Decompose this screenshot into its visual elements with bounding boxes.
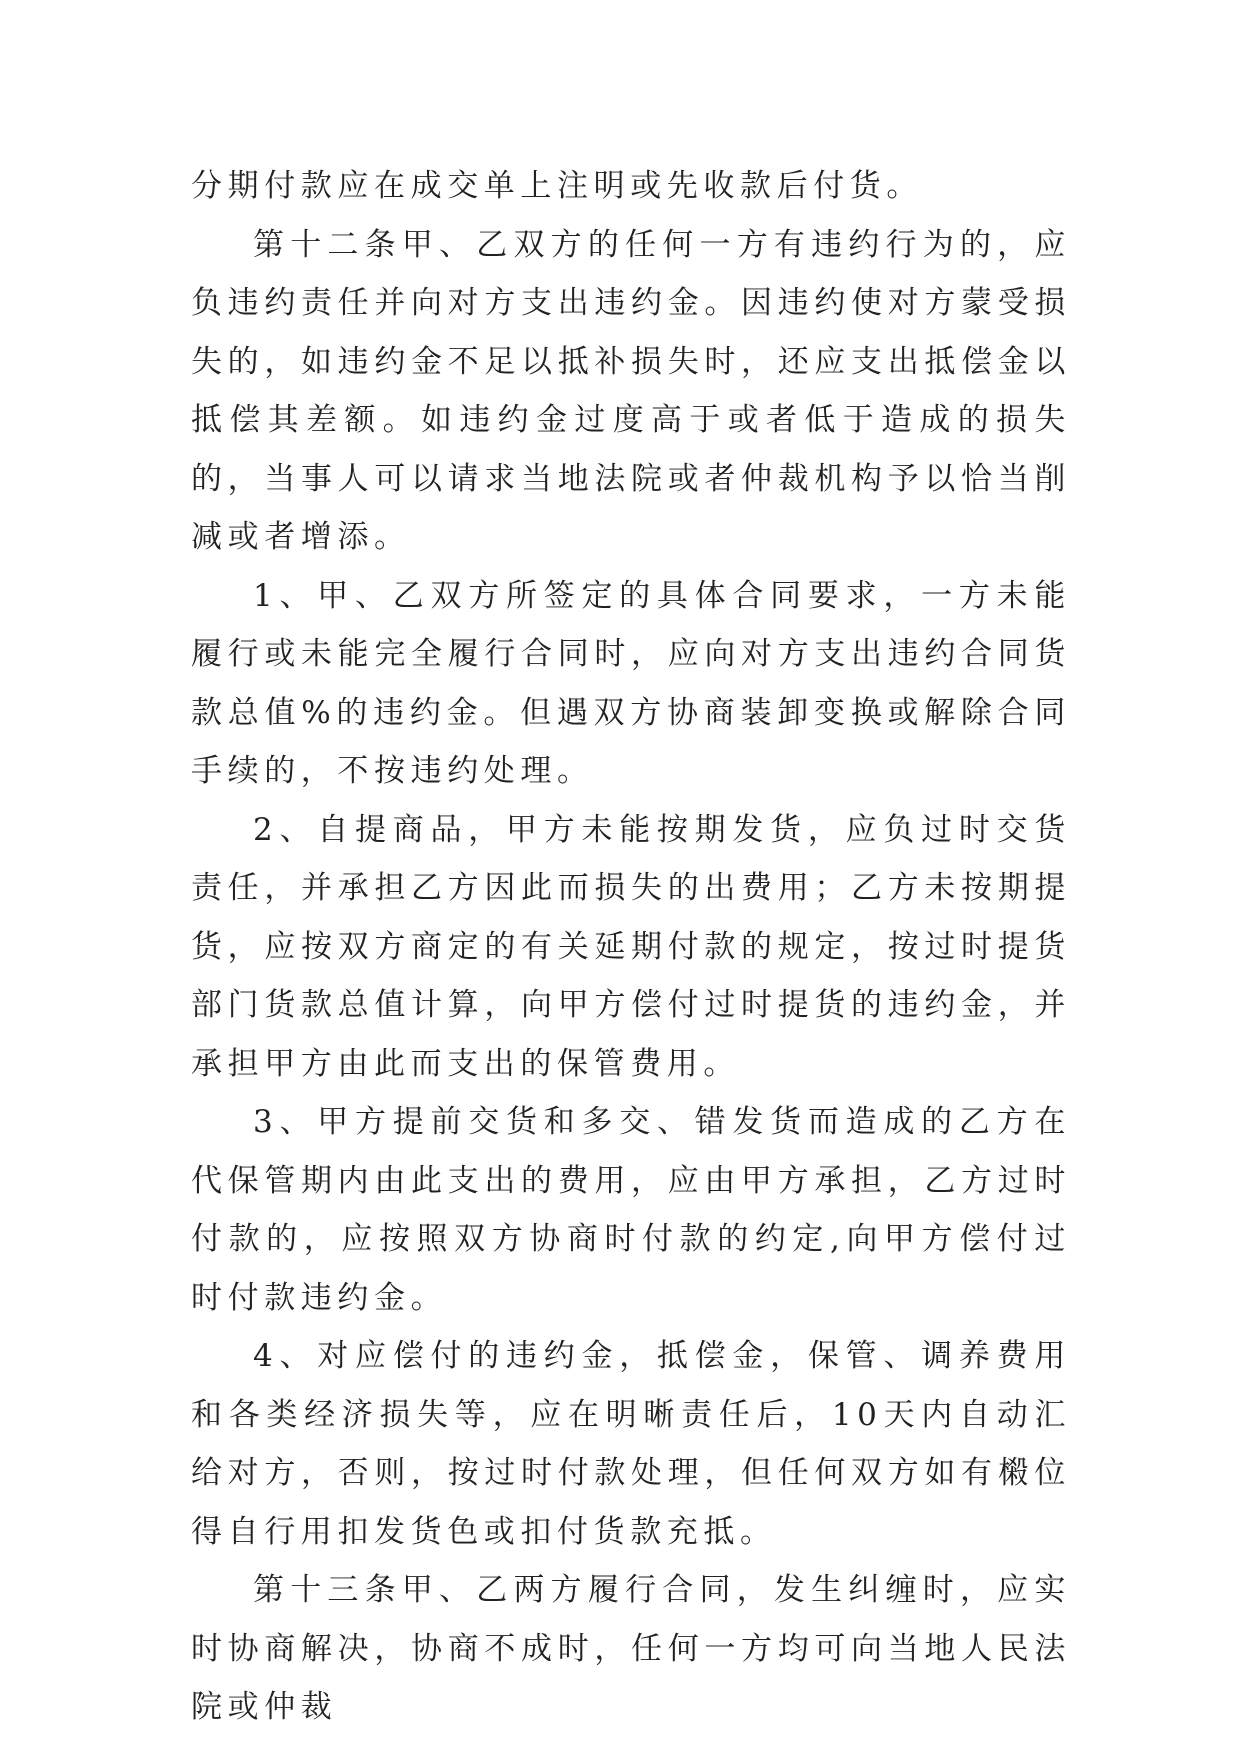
paragraph-continuation: 分期付款应在成交单上注明或先收款后付货。 (191, 168, 923, 204)
paragraph-article-12: 第十二条甲、乙双方的任何一方有违约行为的，应负违约责任并向对方支出违约金。因违约使对方蒙受损失的，如违约金不足以抵补损失时，还应支出抵偿金以抵偿其差额。如违约金过度高于或者低于造成的损失的，当事人可以请求当地法院或者仲裁机构予以恰当削减或者增添。 (191, 226, 1071, 555)
paragraph-clause-4: 4、对应偿付的违约金，抵偿金，保管、调养费用和各类经济损失等，应在明晰责任后，10天内自动汇给对方，否则，按过时付款处理，但任何双方如有樧位得自行用扣发货色或扣付货款充抵。 (191, 1338, 1071, 1550)
paragraph-clause-3: 3、甲方提前交货和多交、错发货而造成的乙方在代保管期内由此支出的费用，应由甲方承担，乙方过时付款的，应按照双方协商时付款的约定,向甲方偿付过时付款违约金。 (191, 1104, 1071, 1316)
paragraph-clause-2: 2、自提商品，甲方未能按期发货，应负过时交货责任，并承担乙方因此而损失的出费用；乙方未按期提货，应按双方商定的有关延期付款的规定，按过时提货部门货款总值计算，向甲方偿付过时提货的违约金，并承担甲方由此而支出的保管费用。 (191, 811, 1071, 1082)
document-body (191, 157, 1071, 1737)
paragraph-clause-1: 1、甲、乙双方所签定的具体合同要求，一方未能履行或未能完全履行合同时，应向对方支出违约合同货款总值%的违约金。但遇双方协商装卸变换或解除合同手续的，不按违约处理。 (191, 577, 1071, 789)
paragraph-article-13: 第十三条甲、乙两方履行合同，发生纠缠时，应实时协商解决，协商不成时，任何一方均可向当地人民法院或仲裁 (191, 1572, 1071, 1725)
